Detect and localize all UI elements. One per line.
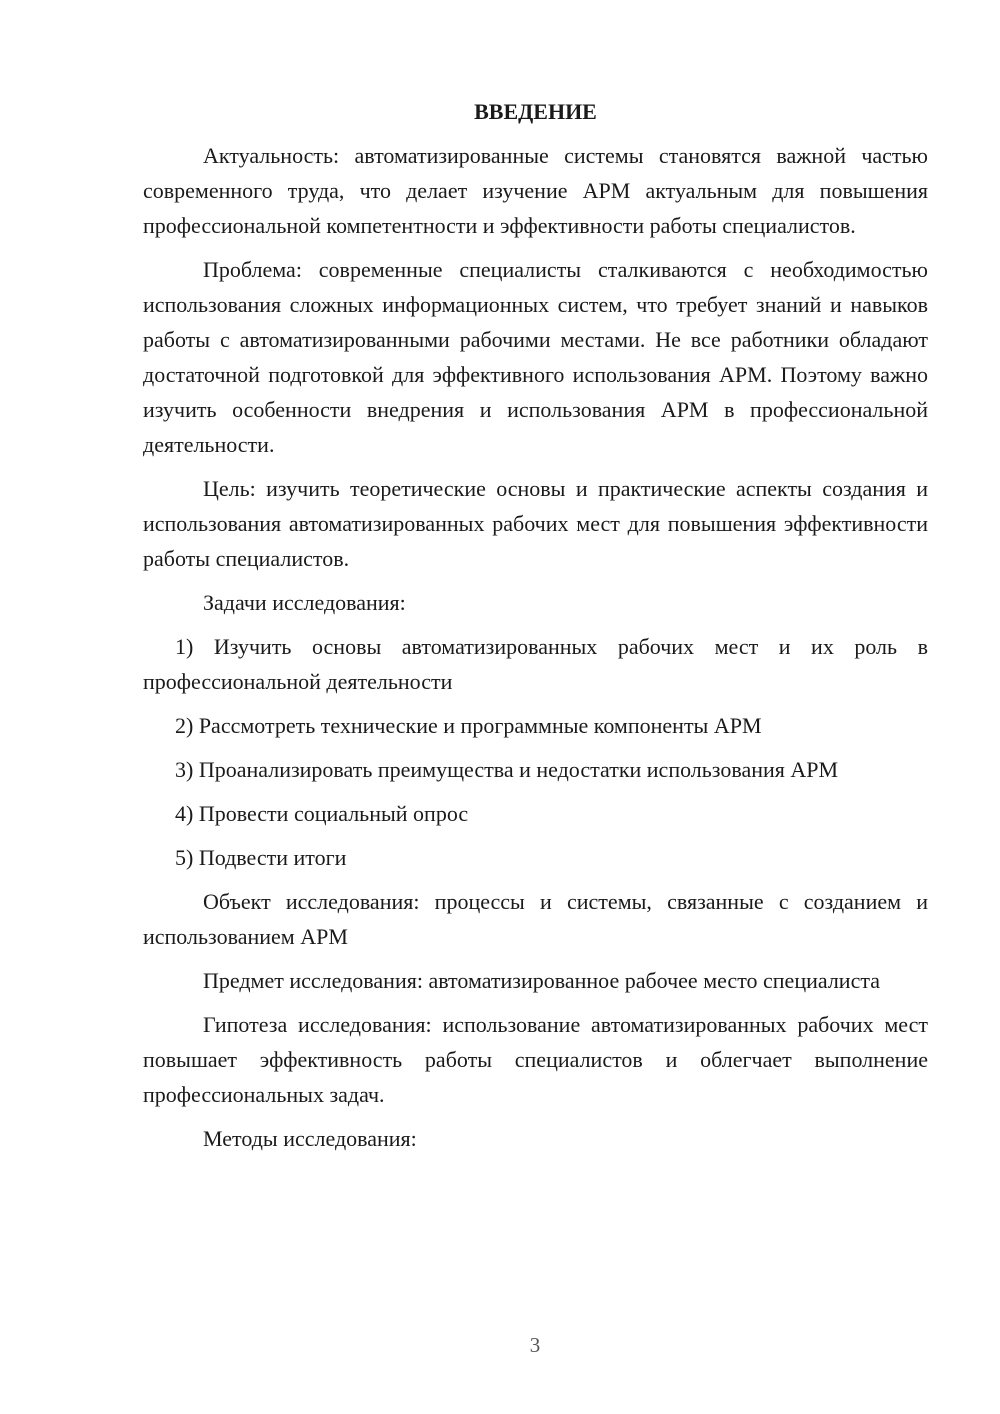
task-item-1: 1) Изучить основы автоматизированных рабочих мест и их роль в профессиональной деятельности	[143, 634, 928, 694]
paragraph-object: Объект исследования: процессы и системы, связанные с созданием и использованием АРМ	[143, 889, 928, 949]
paragraph-hypothesis: Гипотеза исследования: использование автоматизированных рабочих мест повышает эффективность работы специалистов и облегчает выполнение профессиональных задач.	[143, 1012, 928, 1107]
page-number: 3	[529, 1333, 541, 1357]
task-item-2: 2) Рассмотреть технические и программные компоненты АРМ	[175, 713, 762, 738]
paragraph-goal: Цель: изучить теоретические основы и практические аспекты создания и использования автоматизированных рабочих мест для повышения эффективности работы специалистов.	[143, 476, 928, 571]
paragraph-relevance: Актуальность: автоматизированные системы становятся важной частью современного труда, что делает изучение АРМ актуальным для повышения профессиональной компетентности и эффективности работы специалистов.	[143, 143, 928, 238]
paragraph-tasks-title: Задачи исследования:	[203, 590, 406, 615]
section-heading: ВВЕДЕНИЕ	[474, 99, 597, 124]
paragraph-problem: Проблема: современные специалисты сталкиваются с необходимостью использования сложных информационных систем, что требует знаний и навыков работы с автоматизированными рабочими местами. Не все работники обладают достаточной подготовкой для эффективного использования АРМ. Поэтому важно изучить особенности внедрения и использования АРМ в профессиональной деятельности.	[143, 257, 928, 457]
task-item-5: 5) Подвести итоги	[175, 845, 347, 870]
paragraph-methods-title: Методы исследования:	[203, 1126, 417, 1151]
document-body	[143, 94, 928, 1165]
task-item-3: 3) Проанализировать преимущества и недостатки использования АРМ	[175, 757, 839, 782]
task-item-4: 4) Провести социальный опрос	[175, 801, 469, 826]
paragraph-subject: Предмет исследования: автоматизированное рабочее место специалиста	[203, 968, 880, 993]
